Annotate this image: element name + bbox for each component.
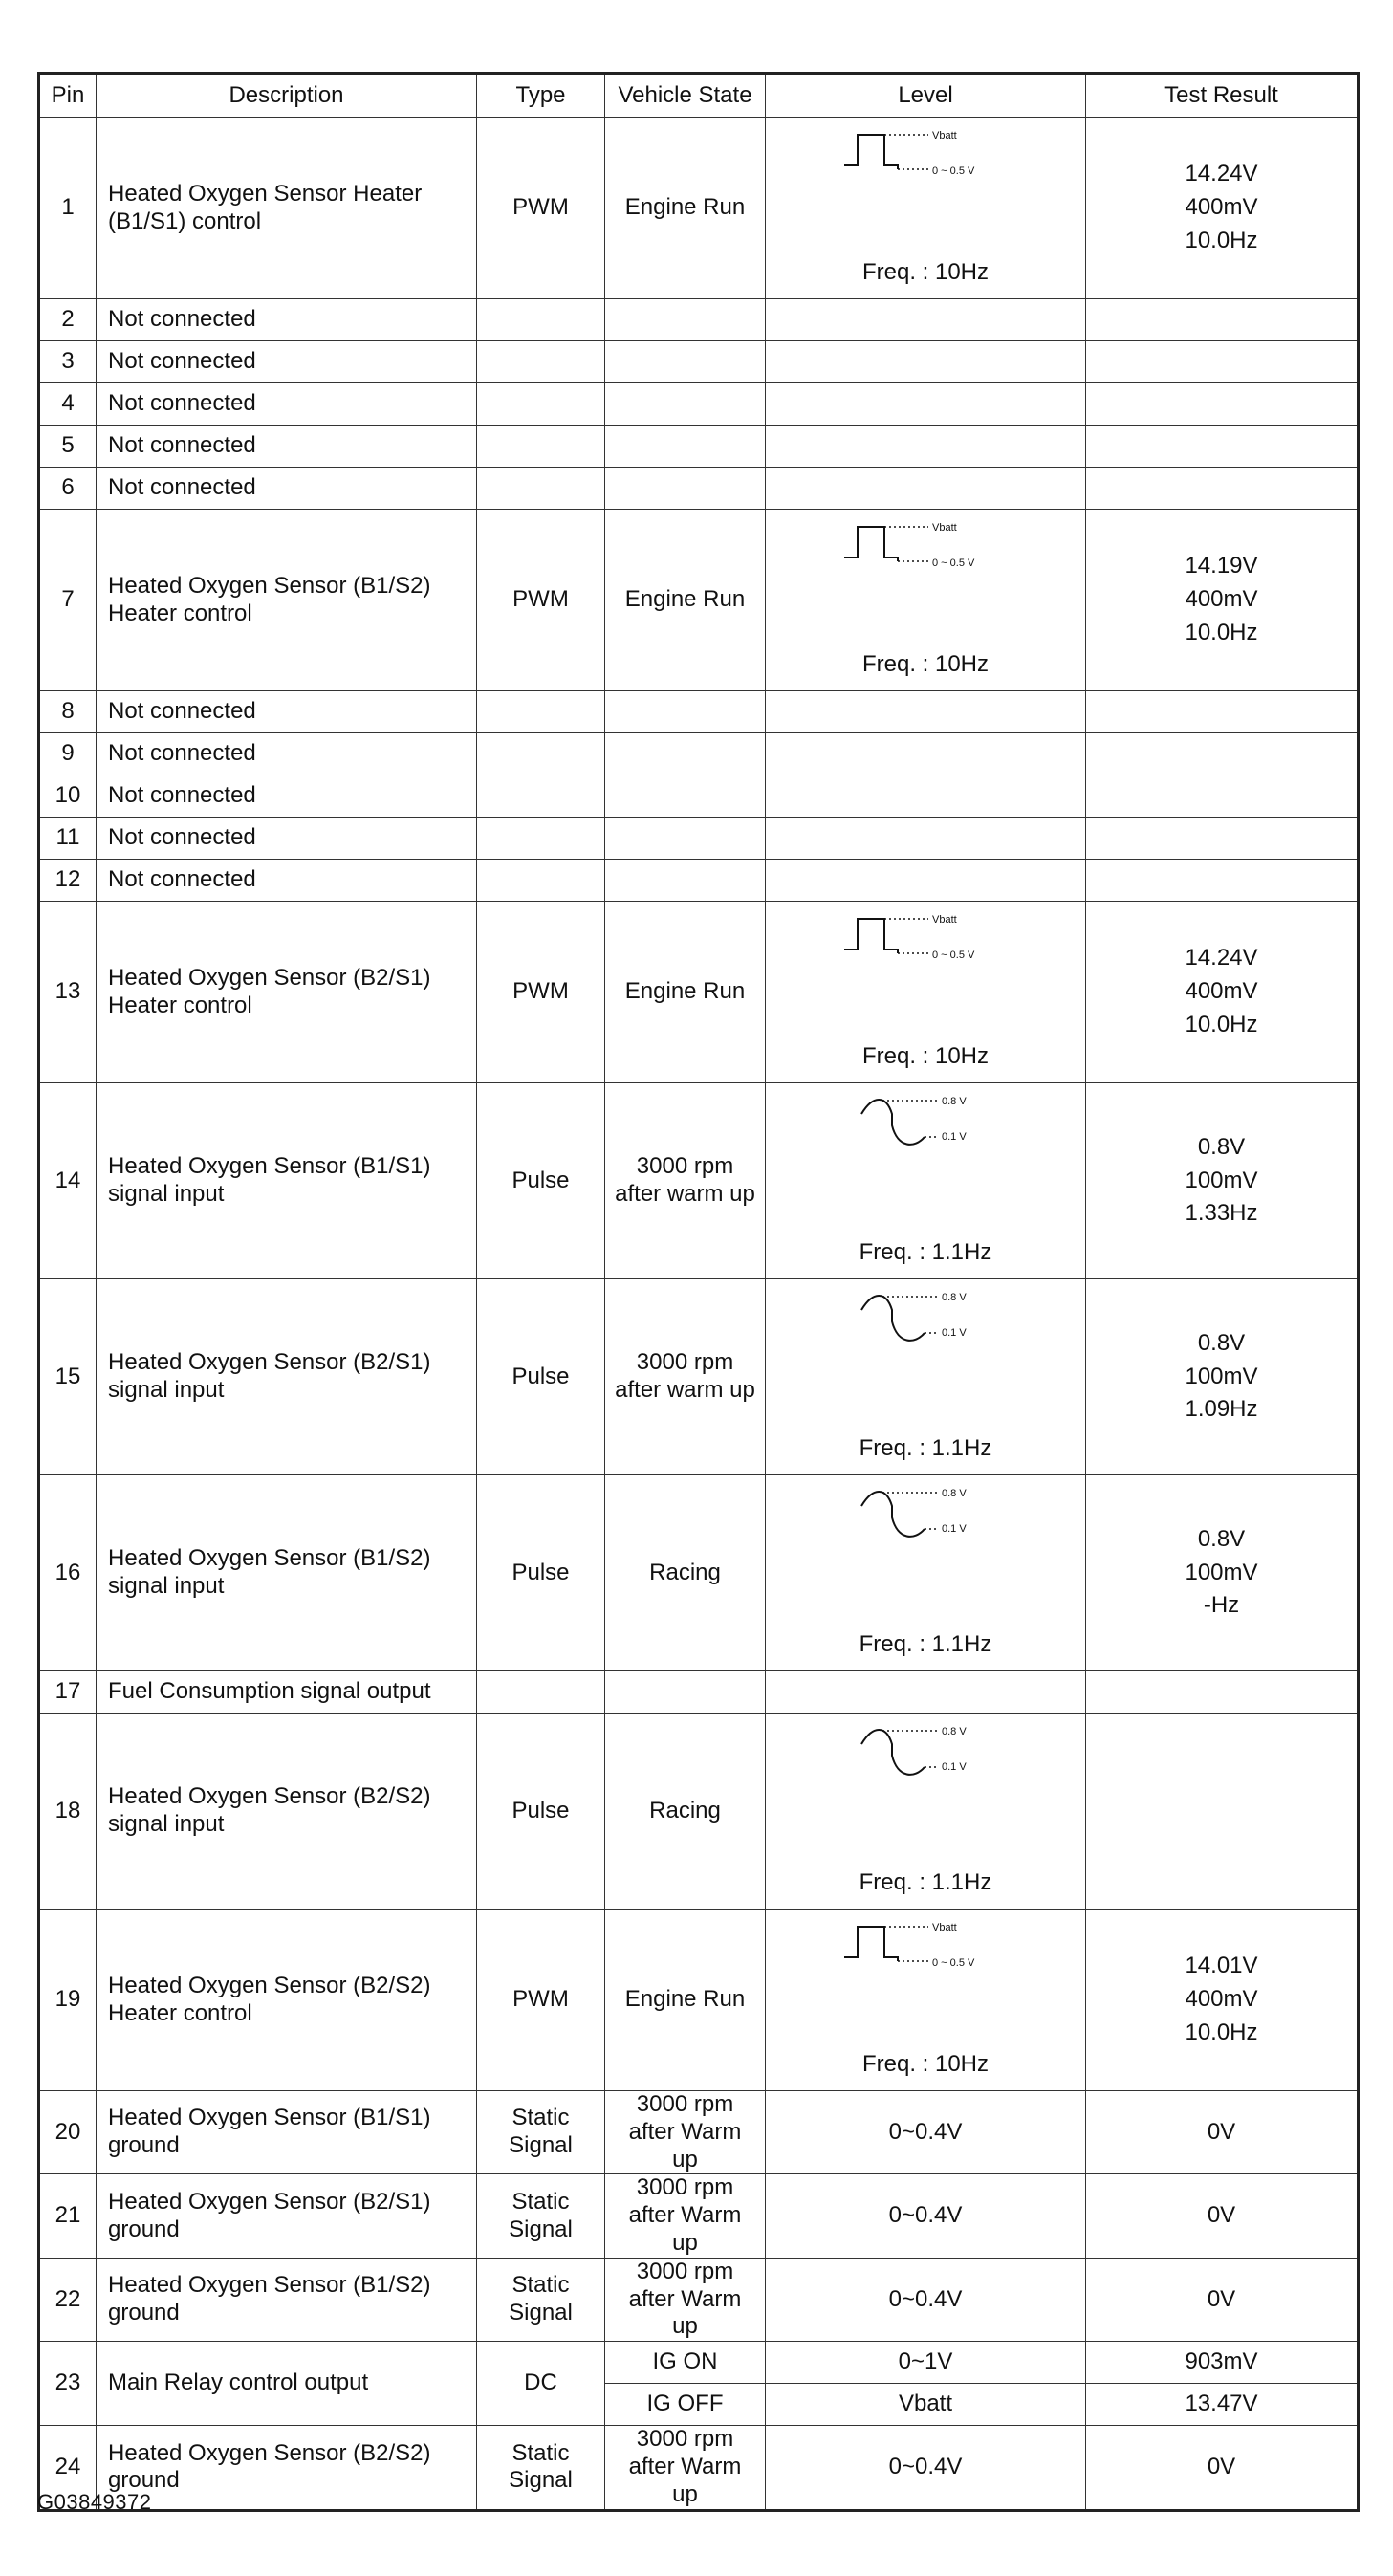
test-result-cell [1086,2174,1359,2258]
table-row-pin-20 [39,2091,1359,2174]
level-cell [766,860,1086,902]
test-result-cell [1086,860,1359,902]
level-cell [766,1279,1086,1475]
level-cell [766,775,1086,818]
level-cell: 0~0.4V [766,2258,1086,2341]
level-cell: 0~1V [766,2342,1086,2384]
vehicle-state-cell [605,860,766,902]
description-cell: Heated Oxygen Sensor (B1/S1) signal input [97,1083,477,1279]
level-cell [766,1714,1086,1910]
waveform-trace [844,1927,898,1961]
type-cell: PWM [477,1910,605,2091]
type-cell: Static Signal [477,2426,605,2510]
pin-cell: 19 [39,1910,97,2091]
pin-cell: 2 [39,299,97,341]
test-result-cell [1086,118,1359,299]
pin-cell: 24 [39,2426,97,2510]
test-result-value: 903mV [1185,2348,1258,2375]
test-result-cell [1086,1279,1359,1475]
test-result-cell [1086,299,1359,341]
waveform [766,1485,1085,1552]
level-cell [766,1083,1086,1279]
description-cell: Heated Oxygen Sensor (B2/S1) Heater control [97,902,477,1083]
type-cell: Static Signal [477,2091,605,2174]
waveform [766,1289,1085,1356]
waveform-high-label: 0.8 V [942,1096,967,1107]
test-result-cell: 13.47V [1086,2384,1359,2426]
test-result-value: 14.01V 400mV 10.0Hz [1185,1953,1258,2045]
table-row-pin-19 [39,1910,1359,2091]
waveform-low-label: 0 ~ 0.5 V [932,950,975,961]
pin-cell: 17 [39,1671,97,1714]
description-cell: Heated Oxygen Sensor (B1/S2) ground [97,2258,477,2341]
waveform-low-label: 0.1 V [942,1327,967,1339]
table-row-pin-24 [39,2426,1359,2510]
square-waveform-icon [825,519,1026,579]
pin-cell: 23 [39,2342,97,2426]
pin-cell: 21 [39,2174,97,2258]
table-body [39,118,1359,2511]
pin-cell: 11 [39,818,97,860]
header-test-result: Test Result [1086,74,1359,118]
pin-cell: 8 [39,691,97,733]
waveform-trace [861,1100,925,1145]
level-cell [766,1910,1086,2091]
description-cell: Not connected [97,818,477,860]
waveform-trace [844,919,898,953]
table-row-pin-12 [39,860,1359,902]
sine-waveform-icon [825,1289,1026,1348]
frequency-label: Freq. : 1.1Hz [859,1631,992,1658]
vehicle-state-cell: 3000 rpm after Warm up [605,2091,766,2174]
level-cell [766,818,1086,860]
table-row-pin-23 [39,2342,1359,2384]
vehicle-state-cell [605,341,766,383]
frequency-label: Freq. : 10Hz [861,651,990,678]
waveform-high-label: Vbatt [932,130,957,142]
pin-cell: 5 [39,426,97,468]
type-cell [477,691,605,733]
waveform [766,911,1085,978]
test-result-value: 14.19V 400mV 10.0Hz [1185,553,1258,645]
description-cell: Main Relay control output [97,2342,477,2426]
level-cell [766,733,1086,775]
frequency-label: Freq. : 10Hz [861,259,990,286]
test-result-value: 0V [1207,2285,1236,2312]
description-cell: Heated Oxygen Sensor (B1/S1) ground [97,2091,477,2174]
description-cell: Not connected [97,860,477,902]
pin-cell: 3 [39,341,97,383]
type-cell: Pulse [477,1714,605,1910]
sine-waveform-icon [825,1723,1026,1782]
type-cell [477,860,605,902]
test-result-value: 0.8V 100mV -Hz [1185,1525,1258,1619]
level-cell [766,691,1086,733]
description-cell: Heated Oxygen Sensor (B1/S2) signal input [97,1475,477,1671]
table-row-pin-22 [39,2258,1359,2341]
type-cell: Pulse [477,1475,605,1671]
test-result-value: 0V [1207,2453,1236,2479]
type-cell: Static Signal [477,2174,605,2258]
vehicle-state-cell: 3000 rpm after Warm up [605,2426,766,2510]
description-cell: Heated Oxygen Sensor (B1/S2) Heater control [97,510,477,691]
test-result-value: 0V [1207,2202,1236,2229]
table-row-pin-17 [39,1671,1359,1714]
test-result-cell [1086,1671,1359,1714]
type-cell: Pulse [477,1083,605,1279]
waveform-high-label: 0.8 V [942,1488,967,1499]
type-cell [477,733,605,775]
type-cell: Pulse [477,1279,605,1475]
type-cell: PWM [477,510,605,691]
table-row-pin-4 [39,383,1359,426]
vehicle-state-cell [605,691,766,733]
pin-cell: 14 [39,1083,97,1279]
level-cell [766,468,1086,510]
table-row-pin-2 [39,299,1359,341]
type-cell [477,468,605,510]
level-cell [766,383,1086,426]
description-cell: Not connected [97,383,477,426]
test-result-value: 0.8V 100mV 1.33Hz [1185,1133,1258,1227]
test-result-cell [1086,1475,1359,1671]
header-vehicle-state: Vehicle State [605,74,766,118]
vehicle-state-cell [605,383,766,426]
level-cell: Vbatt [766,2384,1086,2426]
type-cell [477,341,605,383]
table-row-pin-18 [39,1714,1359,1910]
header-level: Level [766,74,1086,118]
level-cell [766,1671,1086,1714]
waveform-trace [861,1296,925,1341]
pin-cell: 18 [39,1714,97,1910]
description-cell: Heated Oxygen Sensor (B2/S1) signal input [97,1279,477,1475]
sine-waveform-icon [825,1093,1026,1152]
type-cell [477,426,605,468]
ecu-pin-table [37,72,1360,2512]
square-waveform-icon [825,127,1026,186]
pin-cell: 10 [39,775,97,818]
vehicle-state-cell [605,426,766,468]
description-cell: Not connected [97,341,477,383]
waveform-low-label: 0 ~ 0.5 V [932,1957,975,1969]
waveform [766,127,1085,194]
square-waveform-icon [825,911,1026,971]
header-pin: Pin [39,74,97,118]
vehicle-state-cell: Racing [605,1475,766,1671]
pin-cell: 15 [39,1279,97,1475]
test-result-value: 0V [1207,2118,1236,2145]
description-cell: Not connected [97,691,477,733]
test-result-cell [1086,383,1359,426]
vehicle-state-cell: Engine Run [605,1910,766,2091]
square-waveform-icon [825,1919,1026,1978]
description-cell: Not connected [97,299,477,341]
pin-cell: 7 [39,510,97,691]
test-result-value: 14.24V 400mV 10.0Hz [1185,161,1258,253]
frequency-label: Freq. : 10Hz [861,1043,990,1070]
description-cell: Heated Oxygen Sensor (B2/S1) ground [97,2174,477,2258]
waveform-trace [861,1730,925,1775]
pin-cell: 16 [39,1475,97,1671]
test-result-value: 0.8V 100mV 1.09Hz [1185,1329,1258,1423]
test-result-cell [1086,775,1359,818]
level-cell: 0~0.4V [766,2426,1086,2510]
waveform-high-label: Vbatt [932,914,957,926]
vehicle-state-cell: IG ON [605,2342,766,2384]
level-cell [766,426,1086,468]
vehicle-state-cell [605,775,766,818]
description-cell: Not connected [97,468,477,510]
description-cell: Heated Oxygen Sensor (B2/S2) ground [97,2426,477,2510]
vehicle-state-cell: Racing [605,1714,766,1910]
type-cell [477,383,605,426]
waveform-low-label: 0.1 V [942,1131,967,1143]
type-cell: PWM [477,902,605,1083]
test-result-cell [1086,2258,1359,2341]
table-row-pin-1 [39,118,1359,299]
test-result-cell [1086,1910,1359,2091]
test-result-cell [1086,341,1359,383]
vehicle-state-cell: 3000 rpm after Warm up [605,2174,766,2258]
test-result-cell [1086,1714,1359,1910]
frequency-label: Freq. : 1.1Hz [859,1435,992,1462]
description-cell: Heated Oxygen Sensor (B2/S2) signal input [97,1714,477,1910]
vehicle-state-cell [605,299,766,341]
pin-cell: 12 [39,860,97,902]
type-cell [477,775,605,818]
table-row-pin-3 [39,341,1359,383]
level-cell [766,902,1086,1083]
frequency-label: Freq. : 1.1Hz [859,1239,992,1266]
vehicle-state-cell [605,468,766,510]
header-type: Type [477,74,605,118]
description-cell: Not connected [97,426,477,468]
table-row-pin-15 [39,1279,1359,1475]
waveform-high-label: Vbatt [932,1922,957,1933]
table-header-row [39,74,1359,118]
table-row-pin-13 [39,902,1359,1083]
vehicle-state-cell: 3000 rpm after warm up [605,1279,766,1475]
pin-cell: 4 [39,383,97,426]
waveform-trace [844,527,898,561]
waveform-low-label: 0.1 V [942,1761,967,1773]
level-cell [766,118,1086,299]
waveform [766,1723,1085,1790]
waveform-low-label: 0 ~ 0.5 V [932,165,975,177]
waveform-high-label: Vbatt [932,522,957,534]
frequency-label: Freq. : 10Hz [861,2051,990,2078]
table-row-pin-5 [39,426,1359,468]
vehicle-state-cell [605,1671,766,1714]
pin-cell: 20 [39,2091,97,2174]
type-cell: Static Signal [477,2258,605,2341]
waveform-low-label: 0 ~ 0.5 V [932,557,975,569]
test-result-cell [1086,426,1359,468]
pin-table-sheet [37,72,1357,2512]
test-result-cell [1086,818,1359,860]
test-result-cell [1086,902,1359,1083]
vehicle-state-cell [605,733,766,775]
pin-cell: 9 [39,733,97,775]
vehicle-state-cell: Engine Run [605,510,766,691]
description-cell: Fuel Consumption signal output [97,1671,477,1714]
description-cell: Not connected [97,733,477,775]
type-cell [477,299,605,341]
test-result-cell [1086,2426,1359,2510]
waveform-high-label: 0.8 V [942,1292,967,1303]
description-cell: Heated Oxygen Sensor (B2/S2) Heater control [97,1910,477,2091]
waveform-low-label: 0.1 V [942,1523,967,1535]
test-result-cell [1086,1083,1359,1279]
table-row-pin-21 [39,2174,1359,2258]
vehicle-state-cell: 3000 rpm after warm up [605,1083,766,1279]
vehicle-state-cell [605,818,766,860]
test-result-value: 14.24V 400mV 10.0Hz [1185,945,1258,1037]
description-cell: Not connected [97,775,477,818]
vehicle-state-cell: Engine Run [605,118,766,299]
description-cell: Heated Oxygen Sensor Heater (B1/S1) control [97,118,477,299]
type-cell: PWM [477,118,605,299]
table-row-pin-11 [39,818,1359,860]
waveform [766,1093,1085,1160]
test-result-cell [1086,733,1359,775]
vehicle-state-cell: IG OFF [605,2384,766,2426]
test-result-cell [1086,510,1359,691]
test-result-cell [1086,2342,1359,2384]
table-row-pin-6 [39,468,1359,510]
test-result-cell [1086,691,1359,733]
figure-id: G03849372 [37,2490,152,2514]
header-description: Description [97,74,477,118]
table-row-pin-14 [39,1083,1359,1279]
table-row-pin-7 [39,510,1359,691]
pin-cell: 13 [39,902,97,1083]
level-cell [766,299,1086,341]
waveform-trace [844,135,898,169]
waveform [766,1919,1085,1986]
type-cell [477,1671,605,1714]
sine-waveform-icon [825,1485,1026,1544]
table-row-pin-9 [39,733,1359,775]
level-cell [766,1475,1086,1671]
vehicle-state-cell: Engine Run [605,902,766,1083]
vehicle-state-cell: 3000 rpm after Warm up [605,2258,766,2341]
waveform-trace [861,1492,925,1537]
pin-cell: 1 [39,118,97,299]
type-cell [477,818,605,860]
table-row-pin-8 [39,691,1359,733]
waveform [766,519,1085,586]
waveform-high-label: 0.8 V [942,1726,967,1737]
level-cell: 0~0.4V [766,2091,1086,2174]
pin-cell: 6 [39,468,97,510]
test-result-cell [1086,468,1359,510]
level-cell [766,341,1086,383]
pin-cell: 22 [39,2258,97,2341]
test-result-cell [1086,2091,1359,2174]
table-row-pin-16 [39,1475,1359,1671]
level-cell [766,510,1086,691]
level-cell: 0~0.4V [766,2174,1086,2258]
frequency-label: Freq. : 1.1Hz [859,1869,992,1896]
type-cell: DC [477,2342,605,2426]
table-row-pin-10 [39,775,1359,818]
